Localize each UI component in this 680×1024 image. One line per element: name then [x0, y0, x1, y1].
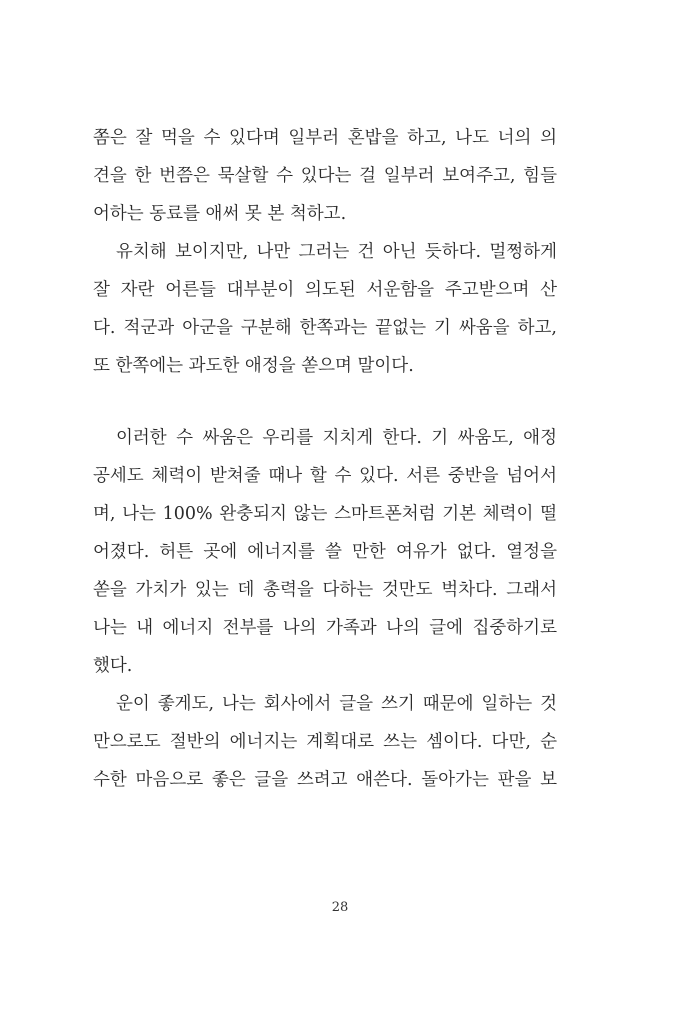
- text-line: 이러한 수 싸움은 우리를 지치게 한다. 기 싸움도, 애정: [116, 428, 557, 448]
- text-line: 며, 나는 100% 완충되지 않는 스마트폰처럼 기본 체력이 떨: [93, 504, 557, 524]
- text-line: 나는 내 에너지 전부를 나의 가족과 나의 글에 집중하기로: [93, 618, 557, 638]
- text-line: 했다.: [93, 656, 133, 676]
- page-number: 28: [331, 900, 349, 915]
- text-line: 운이 좋게도, 나는 회사에서 글을 쓰기 때문에 일하는 것: [116, 694, 557, 714]
- text-line: 잘 자란 어른들 대부분이 의도된 서운함을 주고받으며 산: [93, 280, 557, 300]
- text-line: 만으로도 절반의 에너지는 계획대로 쓰는 셈이다. 다만, 순: [93, 732, 557, 752]
- text-line: 수한 마음으로 좋은 글을 쓰려고 애쓴다. 돌아가는 판을 보: [93, 770, 557, 790]
- text-line: 쫌은 잘 먹을 수 있다며 일부러 혼밥을 하고, 나도 너의 의: [93, 128, 557, 148]
- text-line: 어하는 동료를 애써 못 본 척하고.: [93, 204, 347, 224]
- text-line: 다. 적군과 아군을 구분해 한쪽과는 끝없는 기 싸움을 하고,: [93, 318, 557, 338]
- text-line: 견을 한 번쯤은 묵살할 수 있다는 걸 일부러 보여주고, 힘들: [93, 166, 557, 186]
- text-line: 또 한쪽에는 과도한 애정을 쏟으며 말이다.: [93, 356, 414, 376]
- text-line: 쏟을 가치가 있는 데 총력을 다하는 것만도 벅차다. 그래서: [93, 580, 557, 600]
- text-line: 유치해 보이지만, 나만 그러는 건 아닌 듯하다. 멀쩡하게: [116, 242, 557, 262]
- text-line: 어졌다. 허튼 곳에 에너지를 쓸 만한 여유가 없다. 열정을: [93, 542, 557, 562]
- text-line: 공세도 체력이 받쳐줄 때나 할 수 있다. 서른 중반을 넘어서: [93, 466, 557, 486]
